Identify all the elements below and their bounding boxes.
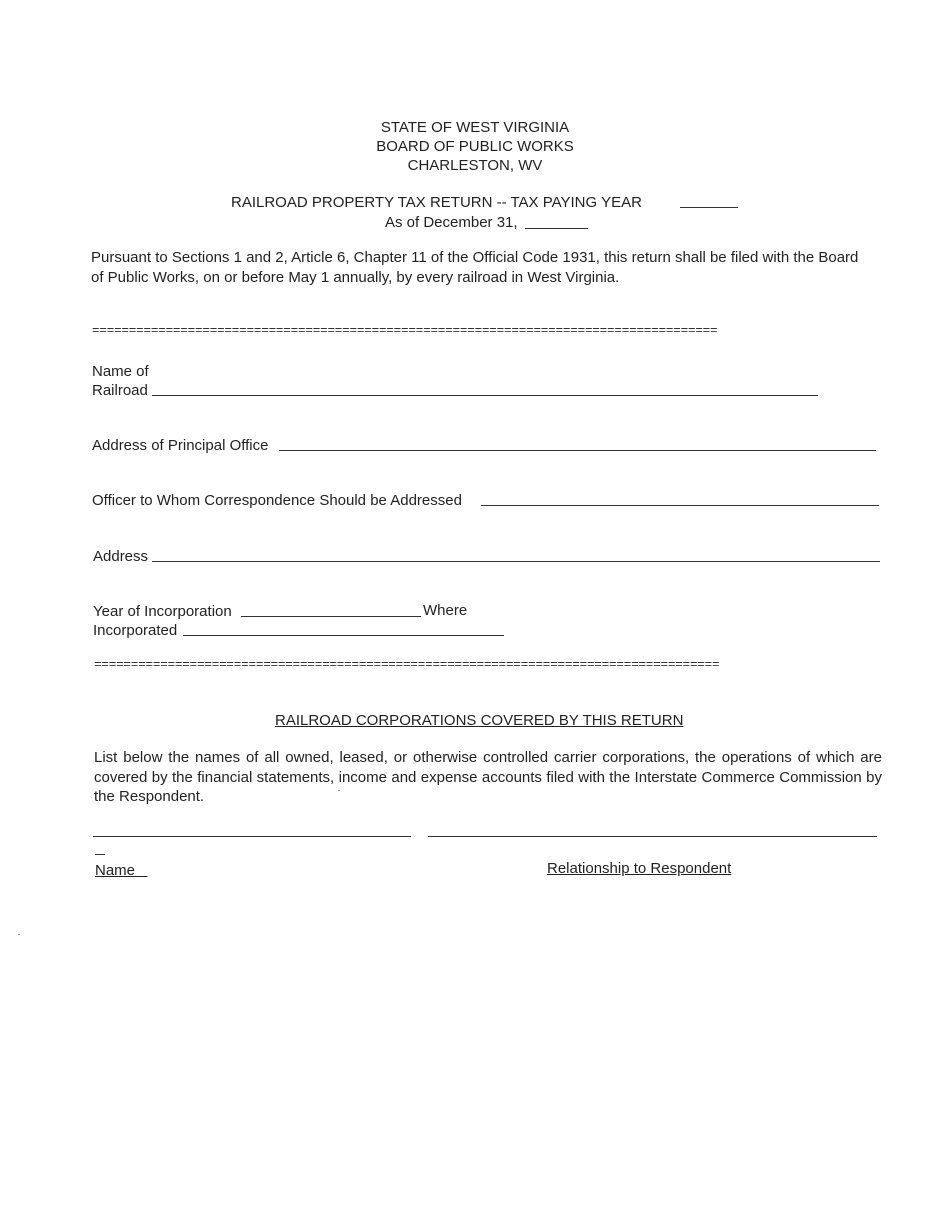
railroad-name-label-1: Name of — [92, 363, 149, 380]
as-of-text: As of December 31, — [385, 214, 518, 231]
relationship-column-label: Relationship to Respondent — [547, 860, 732, 877]
state-heading: STATE OF WEST VIRGINIA — [380, 119, 570, 136]
incorporated-label: Incorporated — [93, 622, 178, 639]
address-label: Address — [93, 548, 149, 565]
intro-paragraph: Pursuant to Sections 1 and 2, Article 6, Chapter 11 of the Official Code 1931, this return shall be filed with the Board of Public Works, on or before May 1 annually, by every railroad in West Virginia. — [91, 249, 859, 286]
name-mark — [95, 854, 105, 855]
officer-field[interactable] — [481, 505, 879, 506]
scan-speck — [338, 790, 340, 791]
year-incorporation-field[interactable] — [241, 616, 421, 617]
relationship-field[interactable] — [428, 836, 877, 837]
where-label: Where — [423, 602, 468, 619]
as-of-year-blank[interactable] — [525, 228, 588, 229]
tax-year-blank[interactable] — [680, 207, 738, 208]
name-column-text: Name — [95, 862, 136, 879]
principal-office-field[interactable] — [279, 450, 876, 451]
name-column-label — [95, 861, 148, 880]
officer-label: Officer to Whom Correspondence Should be Addressed — [92, 492, 462, 509]
railroad-name-label-2: Railroad — [92, 382, 148, 399]
year-incorporation-label: Year of Incorporation — [93, 603, 232, 620]
board-heading: BOARD OF PUBLIC WORKS — [376, 138, 574, 155]
corporation-name-field[interactable] — [93, 836, 411, 837]
form-title-text: RAILROAD PROPERTY TAX RETURN -- TAX PAYING YEAR — [231, 194, 642, 211]
section-title: RAILROAD CORPORATIONS COVERED BY THIS RETURN — [275, 712, 684, 729]
where-incorporated-field[interactable] — [183, 635, 504, 636]
as-of-date — [385, 213, 518, 232]
city-heading: CHARLESTON, WV — [407, 157, 543, 174]
form-title — [231, 193, 642, 212]
section-description: List below the names of all owned, leased, or otherwise controlled carrier corporations, the operations of which are covered by the financial statements, income and expense accounts filed with the Interstate Commerce Commission by the Respondent. — [94, 749, 882, 805]
address-field[interactable] — [152, 561, 880, 562]
separator-bottom: ===================================================================================== — [94, 658, 720, 672]
separator-top: ===================================================================================== — [92, 324, 718, 338]
scan-speck-margin — [18, 934, 20, 935]
railroad-name-field[interactable] — [152, 395, 818, 396]
principal-office-label: Address of Principal Office — [92, 437, 269, 454]
